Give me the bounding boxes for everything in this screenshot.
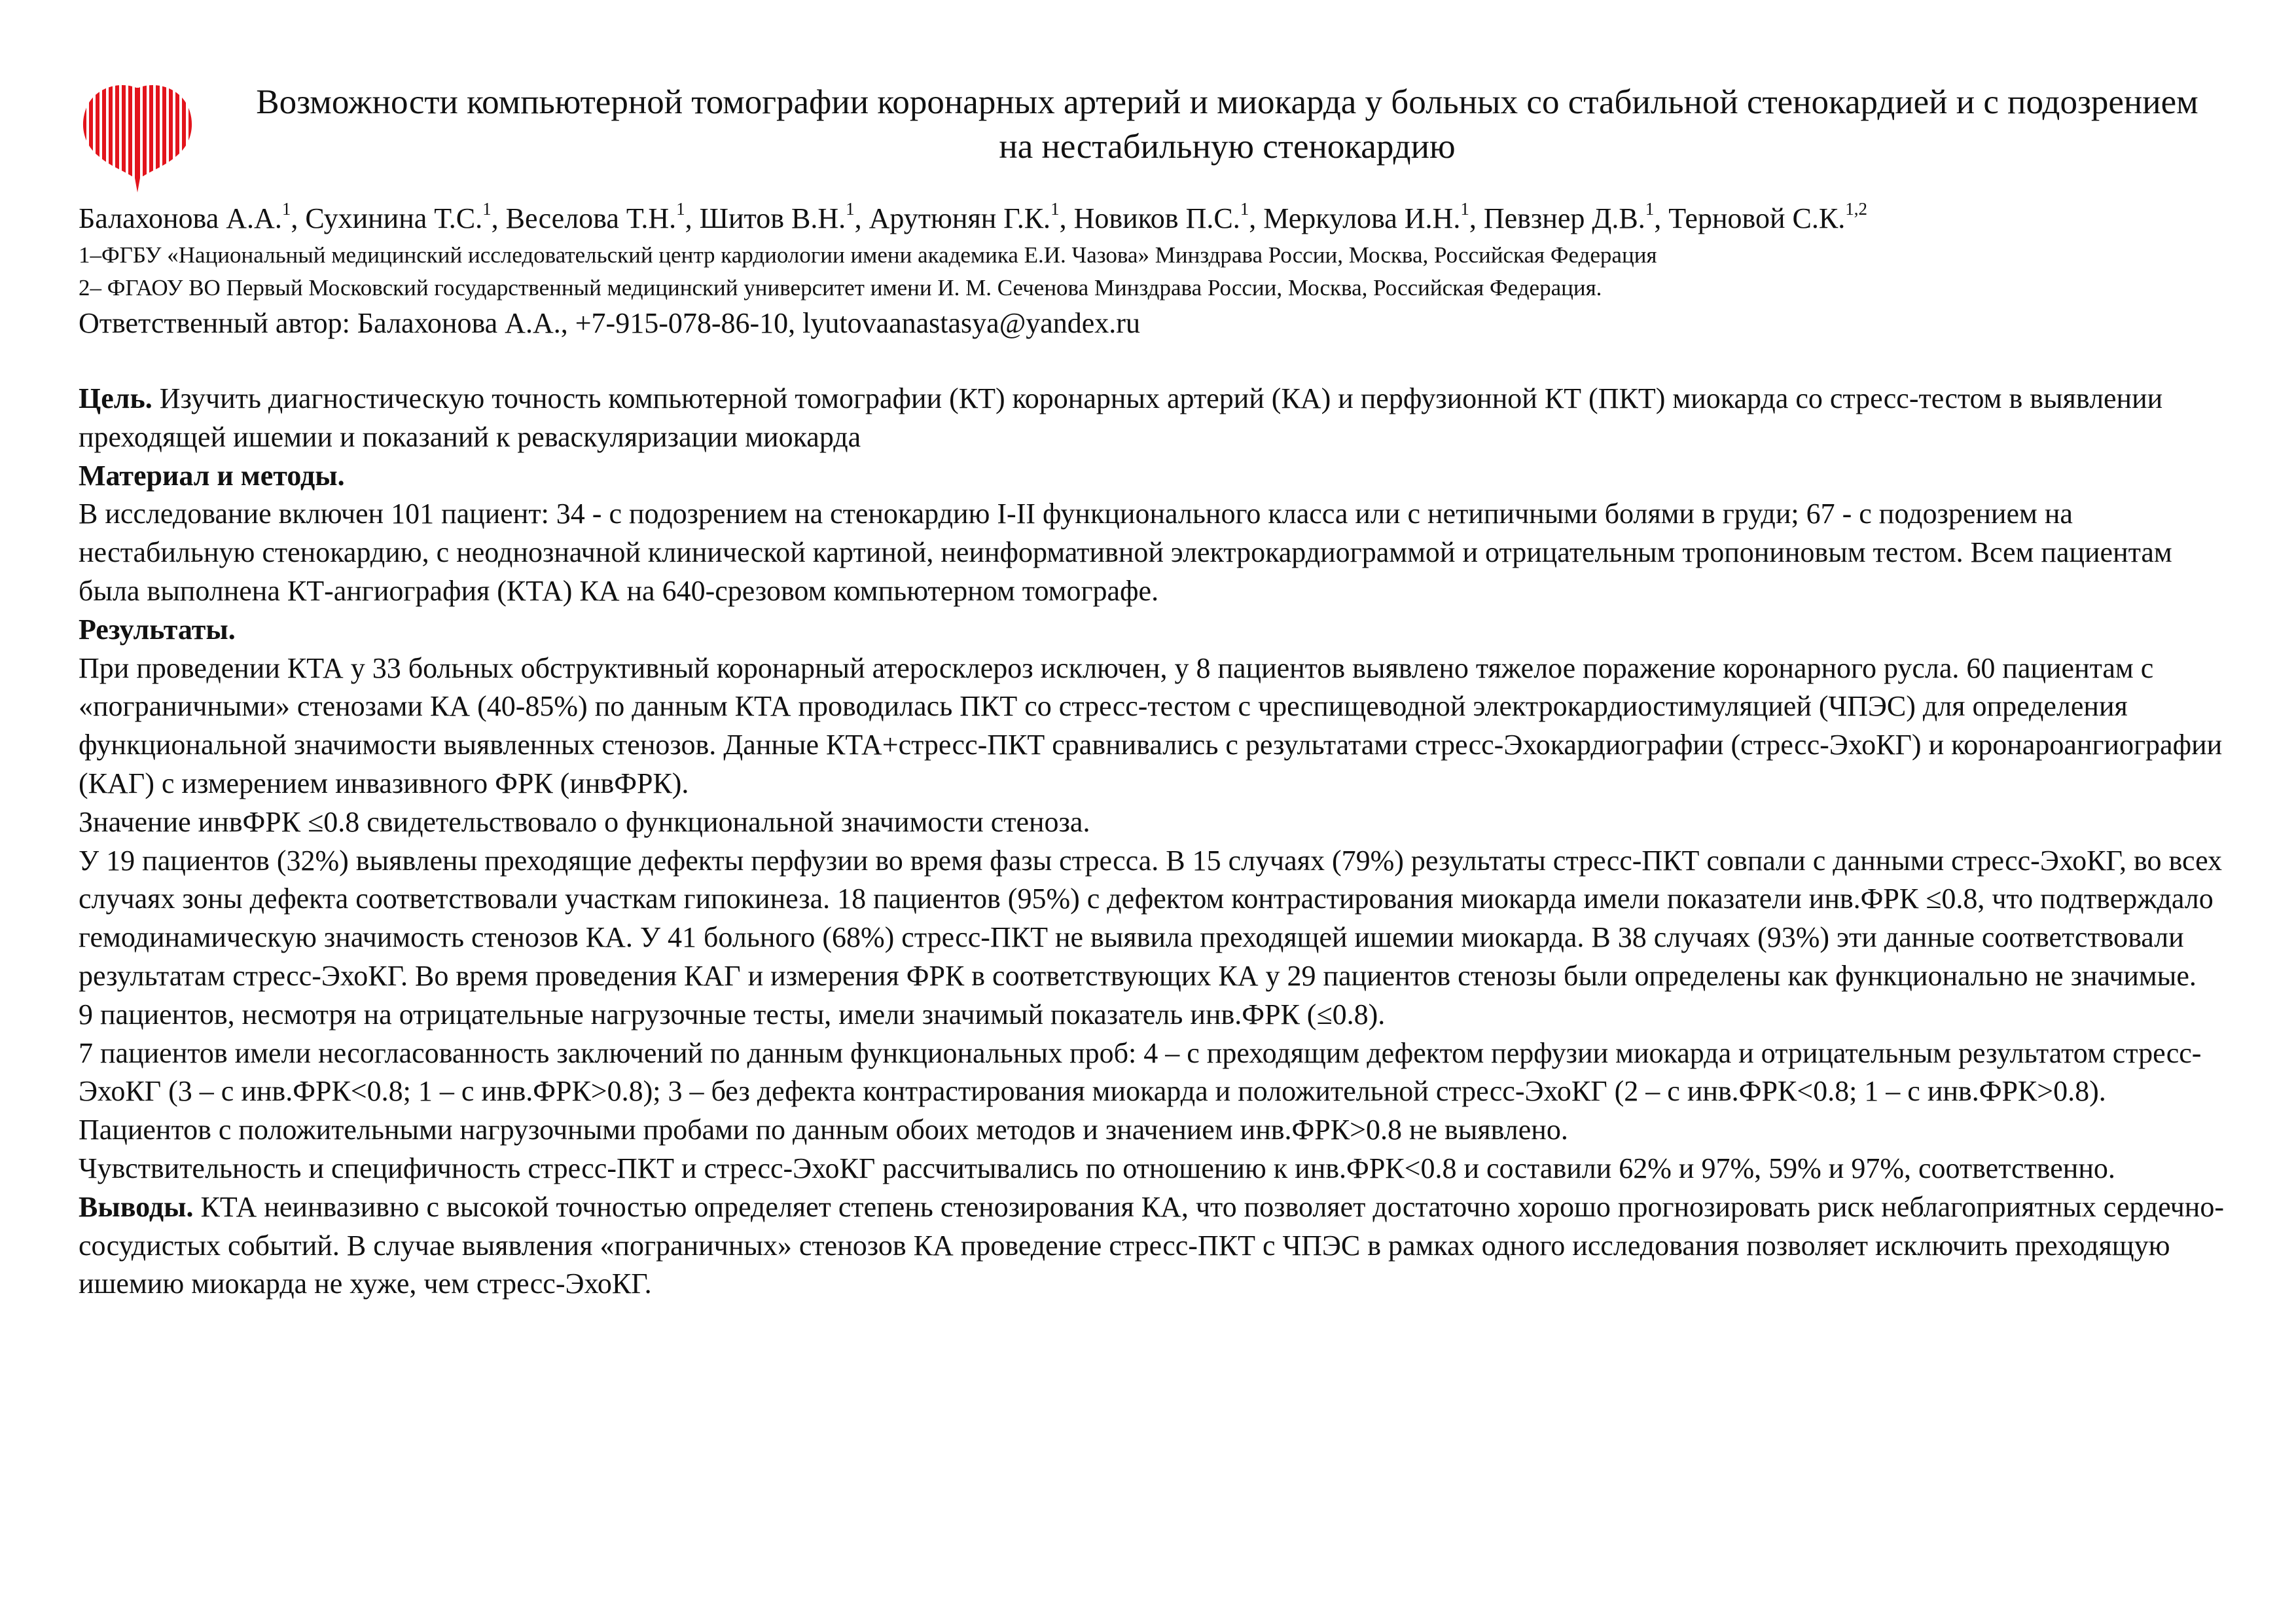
- conclusions-text: КТА неинвазивно с высокой точностью определяет степень стенозирования КА, что позволяет достаточно хорошо прогнозировать риск неблагоприятных сердечно-сосудистых событий. В случае выявления «пограничных» стенозов КА проведение стресс-ПКТ с ЧПЭС в рамках одного исследования позволяет исключить преходящую ишемию миокарда не хуже, чем стресс-ЭхоКГ.: [79, 1190, 2224, 1300]
- author-affiliation-mark: 1: [1645, 199, 1655, 219]
- aim-paragraph: [79, 380, 2238, 457]
- author-affiliation-mark: 1,2: [1845, 199, 1867, 219]
- results-heading: Результаты.: [79, 613, 236, 646]
- results-paragraph: У 19 пациентов (32%) выявлены преходящие дефекты перфузии во время фазы стресса. В 15 случаях (79%) результаты стресс-ПКТ совпали с данными стресс-ЭхоКГ, во всех случаях зоны дефекта соответствовали участкам гипокинеза. 18 пациентов (95%) с дефектом контрастирования миокарда имели показатели инв.ФРК ≤0.8, что подтверждало гемодинамическую значимость стенозов КА. У 41 больного (68%) стресс-ПКТ не выявила преходящей ишемии миокарда. В 38 случаях (93%) эти данные соответствовали результатам стресс-ЭхоКГ. Во время проведения КАГ и измерения ФРК в соответствующих КА у 29 пациентов стенозы были определены как функционально не значимые.: [79, 844, 2223, 992]
- author-name: Сухинина Т.С.: [305, 202, 483, 234]
- conclusions-paragraph: [79, 1188, 2238, 1304]
- results-paragraph: 9 пациентов, несмотря на отрицательные нагрузочные тесты, имели значимый показатель инв.ФРК (≤0.8).: [79, 998, 1386, 1030]
- paper-title: Возможности компьютерной томографии коронарных артерий и миокарда у больных со стабильной стенокардией и с подозрением на нестабильную стенокардию: [256, 83, 2198, 166]
- results-paragraph: Значение инвФРК ≤0.8 свидетельствовало о функциональной значимости стеноза.: [79, 805, 1090, 838]
- author-name: Арутюнян Г.К.: [869, 202, 1051, 234]
- author-affiliation-mark: 1: [1460, 199, 1469, 219]
- aim-text: Изучить диагностическую точность компьютерной томографии (КТ) коронарных артерий (КА) и перфузионной КТ (ПКТ) миокарда со стресс-тестом в выявлении преходящей ишемии и показаний к реваскуляризации миокарда: [79, 382, 2163, 453]
- author-name: Терновой С.К.: [1668, 202, 1846, 234]
- results-paragraph: Чувствительность и специфичность стресс-ПКТ и стресс-ЭхоКГ рассчитывались по отношению к инв.ФРК<0.8 и составили 62% и 97%, 59% и 97%, соответственно.: [79, 1152, 2115, 1184]
- author-affiliation-mark: 1: [676, 199, 685, 219]
- results-paragraph: Пациентов с положительными нагрузочными пробами по данным обоих методов и значением инв.ФРК>0.8 не выявлено.: [79, 1114, 1568, 1146]
- author-affiliation-mark: 1: [846, 199, 855, 219]
- affiliation-1: 1–ФГБУ «Национальный медицинский исследовательский центр кардиологии имени академика Е.И. Чазова» Минздрава России, Москва, Российская Федерация: [79, 242, 1657, 268]
- author-name: Балахонова А.А.: [79, 202, 282, 234]
- author-name: Веселова Т.Н.: [505, 202, 677, 234]
- results-paragraph: 7 пациентов имели несогласованность заключений по данным функциональных проб: 4 – с преходящим дефектом перфузии миокарда и отрицательным результатом стресс-ЭхоКГ (3 – с инв.ФРК<0.8; 1 – с инв.ФРК>0.8); 3 – без дефекта контрастирования миокарда и положительной стресс-ЭхоКГ (2 – с инв.ФРК<0.8; 1 – с инв.ФРК>0.8).: [79, 1036, 2202, 1108]
- aim-label: Цель.: [79, 382, 152, 414]
- author-name: Певзнер Д.В.: [1483, 202, 1645, 234]
- affiliation-2: 2– ФГАОУ ВО Первый Московский государственный медицинский университет имени И. М. Сеченова Минздрава России, Москва, Российская Федерация.: [79, 275, 1602, 301]
- author-affiliation-mark: 1: [281, 199, 291, 219]
- conclusions-label: Выводы.: [79, 1190, 194, 1223]
- author-affiliation-mark: 1: [482, 199, 492, 219]
- author-name: Шитов В.Н.: [699, 202, 846, 234]
- corresponding-author: Ответственный автор: Балахонова А.А., +7-915-078-86-10, lyutovaanastasya@yandex.ru: [79, 307, 1140, 339]
- methods-heading: Материал и методы.: [79, 459, 345, 492]
- author-name: Новиков П.С.: [1073, 202, 1240, 234]
- results-paragraph: При проведении КТА у 33 больных обструктивный коронарный атеросклероз исключен, у 8 пациентов выявлено тяжелое поражение коронарного русла. 60 пациентам с «пограничными» стенозами КА (40-85%) по данным КТА проводилась ПКТ со стресс-тестом с чреспищеводной электрокардиостимуляцией (ЧПЭС) для определения функциональной значимости выявленных стенозов. Данные КТА+стресс-ПКТ сравнивались с результатами стресс-Эхокардиографии (стресс-ЭхоКГ) и коронароангиографии (КАГ) с измерением инвазивного ФРК (инвФРК).: [79, 651, 2223, 799]
- author-affiliation-mark: 1: [1240, 199, 1249, 219]
- author-name: Меркулова И.Н.: [1263, 202, 1461, 234]
- author-affiliation-mark: 1: [1050, 199, 1060, 219]
- abstract-body: [79, 380, 2238, 1304]
- methods-text: В исследование включен 101 пациент: 34 - с подозрением на стенокардию I-II функционального класса или с нетипичными болями в груди; 67 - с подозрением на нестабильную стенокардию, с неоднозначной клинической картиной, неинформативной электрокардиограммой и отрицательным тропониновым тестом. Всем пациентам была выполнена КТ-ангиография (КТА) КА на 640-срезовом компьютерном томографе.: [79, 498, 2172, 607]
- institution-logo: [80, 80, 195, 195]
- author-list: Балахонова А.А.$^1$, Сухинина Т.С.$^1$, Веселова Т.Н.$^1$, Шитов В.Н.$^1$, Арутюнян Г.К.$^1$, Новиков П.С.$^1$, Меркулова И.Н.$^1$, Певзнер Д.В.$^1$, Терновой С.К.$^{1,2}$: [79, 199, 1867, 234]
